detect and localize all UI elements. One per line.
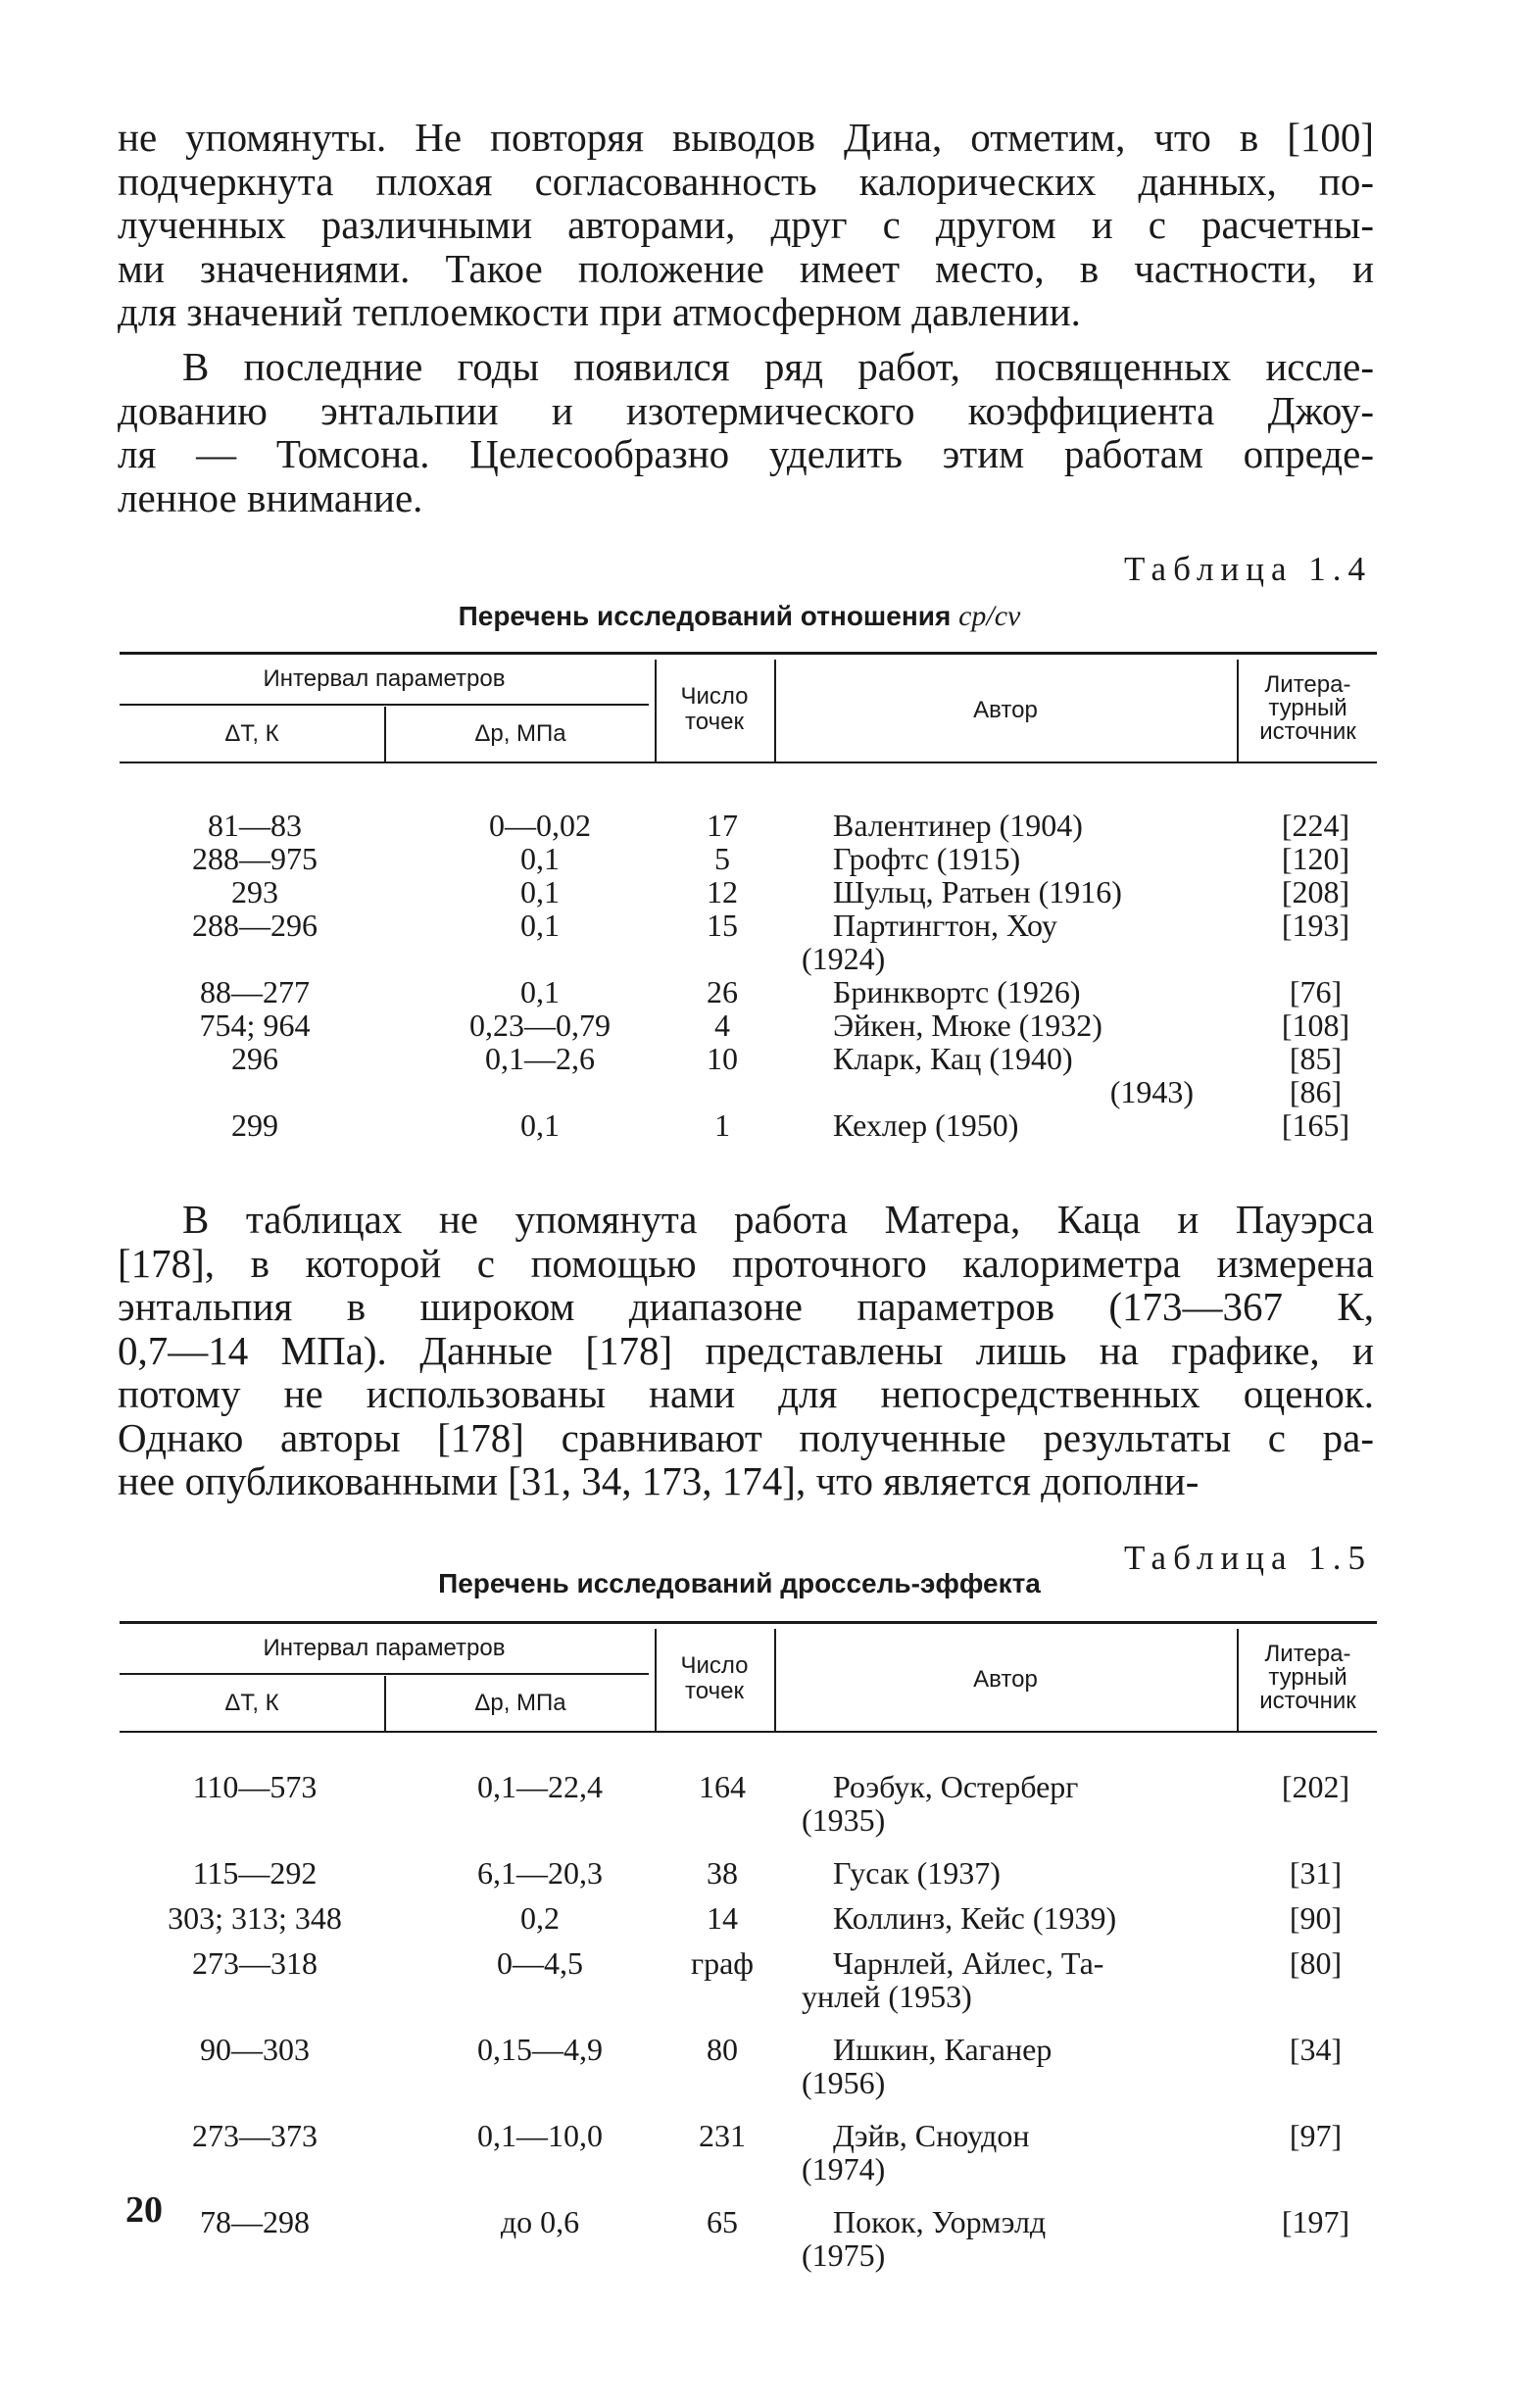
cell-author <box>802 909 1311 975</box>
cell-reference <box>1254 1042 1377 1108</box>
author-line: Валентинер (1904) <box>833 808 1083 843</box>
header-count-1: Число <box>680 683 749 710</box>
author-line: Кехлер (1950) <box>833 1107 1019 1143</box>
table-top-rule <box>120 1621 1377 1624</box>
cell-delta-p: 0,1 <box>520 974 560 1009</box>
reference-line: [90] <box>1289 1900 1343 1936</box>
author-line: Кларк, Кац (1940) <box>833 1041 1073 1076</box>
reference-line: [120] <box>1281 841 1350 876</box>
author-line: Ишкин, Каганер <box>833 2032 1053 2067</box>
cell-delta-t: 273—373 <box>192 2118 318 2153</box>
paragraph-intro <box>118 116 1374 334</box>
cell-reference <box>1254 2033 1377 2066</box>
paragraph-recent-works <box>118 345 1374 519</box>
cell-count: 26 <box>707 974 738 1009</box>
paragraph-line: Однако авторы [178] сравнивают полученные результаты с ра- <box>118 1414 1374 1460</box>
cell-reference <box>1254 875 1377 909</box>
header-ref-1: Литера- <box>1264 671 1351 698</box>
cell-delta-t: 273—318 <box>192 1945 318 1981</box>
header-delta-t: ΔT, К <box>224 1690 279 1716</box>
cell-delta-t: 288—296 <box>192 908 318 943</box>
author-line: Покок, Уормэлд <box>833 2204 1047 2239</box>
paragraph-line: нее опубликованными [31, 34, 173, 174], что является дополни- <box>118 1458 1200 1503</box>
author-line: Гусак (1937) <box>833 1855 1001 1891</box>
header-count-1: Число <box>680 1652 749 1679</box>
reference-line: [108] <box>1281 1007 1350 1043</box>
cell-author <box>802 975 1311 1008</box>
cell-reference <box>1254 1770 1377 1803</box>
cell-count: 14 <box>707 1900 738 1936</box>
reference-line: [202] <box>1281 1769 1350 1804</box>
cell-delta-t: 115—292 <box>192 1855 318 1891</box>
cell-delta-p: 0,1 <box>520 1107 560 1143</box>
cell-reference <box>1254 975 1377 1008</box>
cell-reference <box>1254 1901 1377 1935</box>
paragraph-line: подчеркнута плохая согласованность калорических данных, по- <box>118 158 1374 204</box>
cell-reference <box>1254 2119 1377 2152</box>
reference-line: [31] <box>1289 1855 1343 1891</box>
table-1-4-title <box>0 600 1498 633</box>
header-ref-3: источник <box>1259 1688 1356 1714</box>
author-line: Коллинз, Кейс (1939) <box>833 1900 1117 1936</box>
cell-author <box>802 2205 1311 2272</box>
cell-author <box>802 809 1311 842</box>
cell-author <box>802 1008 1311 1042</box>
author-line: Роэбук, Остерберг <box>833 1769 1079 1804</box>
cell-delta-t: 110—573 <box>192 1769 318 1804</box>
cell-author <box>802 875 1311 909</box>
cell-delta-p: 0,2 <box>520 1900 560 1936</box>
cell-count: 1 <box>714 1107 730 1143</box>
header-interval: Интервал параметров <box>263 1635 506 1661</box>
reference-line: [80] <box>1289 1945 1343 1981</box>
cell-delta-t: 293 <box>231 874 278 909</box>
cell-delta-t: 754; 964 <box>199 1007 311 1043</box>
table-header-subrule <box>120 704 649 706</box>
table-1-5 <box>120 1621 1377 2273</box>
cell-delta-p: 0,1 <box>520 908 560 943</box>
paragraph-line: не упомянуты. Не повторяя выводов Дина, отметим, что в [100] <box>118 115 1374 160</box>
cell-delta-p: 0,1—2,6 <box>485 1041 595 1076</box>
author-line: Чарнлей, Айлес, Та- <box>833 1945 1104 1981</box>
author-line: (1943) <box>1109 1074 1194 1109</box>
cell-reference <box>1254 909 1377 942</box>
reference-line: [165] <box>1281 1107 1350 1143</box>
cell-reference <box>1254 2205 1377 2238</box>
table-1-4-number: Таблица 1.4 <box>1124 550 1372 588</box>
author-line: Эйкен, Мюке (1932) <box>833 1007 1102 1043</box>
header-ref-1: Литера- <box>1264 1641 1351 1667</box>
reference-line: [193] <box>1281 908 1350 943</box>
header-delta-p: Δp, МПа <box>474 720 566 747</box>
cell-delta-p: 6,1—20,3 <box>477 1855 603 1891</box>
paragraph-line: дованию энтальпии и изотермического коэффициента Джоу- <box>118 387 1374 433</box>
header-count-2: точек <box>685 1678 744 1704</box>
cell-delta-t: 88—277 <box>200 974 310 1009</box>
table-header-bottom-rule <box>120 1731 1377 1733</box>
cell-author <box>802 1946 1311 2013</box>
header-delta-p: Δp, МПа <box>474 1690 566 1716</box>
paragraph-line: для значений теплоемкости при атмосферном давлении. <box>118 289 1081 334</box>
cell-count: 15 <box>707 908 738 943</box>
cell-delta-t: 303; 313; 348 <box>168 1900 342 1936</box>
paragraph-line: лученных различными авторами, друг с другом и с расчетны- <box>118 202 1374 247</box>
paragraph-line: ля — Томсона. Целесообразно уделить этим работам опреде- <box>118 431 1374 476</box>
table-1-4-title-symbol: cp/cv <box>958 600 1021 632</box>
table-1-5-number: Таблица 1.5 <box>1124 1539 1372 1577</box>
cell-delta-p: 0,1—10,0 <box>477 2118 603 2153</box>
author-line: Бринквортс (1926) <box>833 974 1081 1009</box>
header-ref-2: турный <box>1268 695 1347 721</box>
cell-count: 164 <box>699 1769 746 1804</box>
header-interval: Интервал параметров <box>263 665 506 692</box>
paragraph-line: [178], в которой с помощью проточного калориметра измерена <box>118 1240 1374 1286</box>
header-delta-t: ΔT, К <box>224 720 279 747</box>
cell-delta-t: 299 <box>231 1107 278 1143</box>
cell-delta-p: 0,1—22,4 <box>477 1769 603 1804</box>
paragraph-mather-work <box>118 1198 1374 1503</box>
cell-author <box>802 1901 1311 1935</box>
table-1-4-title-text: Перечень исследований отношения <box>458 601 952 631</box>
cell-author <box>802 1770 1311 1837</box>
author-line: Партингтон, Хоу <box>833 908 1057 943</box>
paragraph-line: В таблицах не упомянута работа Матера, Каца и Пауэрса <box>182 1197 1374 1242</box>
author-line: (1956) <box>802 2065 886 2100</box>
cell-delta-t: 81—83 <box>208 808 302 843</box>
paragraph-line: 0,7—14 МПа). Данные [178] представлены лишь на графике, и <box>118 1327 1374 1373</box>
table-header-bottom-rule <box>120 762 1377 763</box>
cell-count: 231 <box>699 2118 746 2153</box>
header-author: Автор <box>973 697 1038 723</box>
cell-delta-p: до 0,6 <box>500 2204 580 2239</box>
cell-count: 17 <box>707 808 738 843</box>
reference-line: [208] <box>1281 874 1350 909</box>
cell-count: 4 <box>714 1007 730 1043</box>
author-line: (1924) <box>802 941 886 976</box>
header-author: Автор <box>973 1666 1038 1693</box>
cell-author <box>802 1042 1311 1108</box>
paragraph-line: ленное внимание. <box>118 474 423 520</box>
cell-delta-t: 296 <box>231 1041 278 1076</box>
reference-line: [34] <box>1289 2032 1343 2067</box>
cell-delta-t: 78—298 <box>200 2204 310 2239</box>
cell-reference <box>1254 1856 1377 1890</box>
reference-line: [86] <box>1289 1074 1343 1109</box>
cell-reference <box>1254 1946 1377 1980</box>
paragraph-line: энтальпия в широком диапазоне параметров (173—367 К, <box>118 1284 1374 1329</box>
author-line: Шульц, Ратьен (1916) <box>833 874 1122 909</box>
cell-count: 38 <box>707 1855 738 1891</box>
cell-count: 65 <box>707 2204 738 2239</box>
header-count-2: точек <box>685 709 744 735</box>
cell-delta-t: 288—975 <box>192 841 318 876</box>
paragraph-line: потому не использованы нами для непосредственных оценок. <box>118 1371 1374 1416</box>
cell-author <box>802 2119 1311 2186</box>
reference-line: [224] <box>1281 808 1350 843</box>
author-line: (1935) <box>802 1802 886 1838</box>
reference-line: [76] <box>1289 974 1343 1009</box>
cell-author <box>802 842 1311 875</box>
cell-delta-p: 0—4,5 <box>497 1945 583 1981</box>
cell-reference <box>1254 809 1377 842</box>
table-top-rule <box>120 652 1377 655</box>
author-line: унлей (1953) <box>802 1979 972 2014</box>
cell-delta-p: 0,1 <box>520 841 560 876</box>
reference-line: [197] <box>1281 2204 1350 2239</box>
author-line: (1975) <box>802 2237 886 2273</box>
page-number: 20 <box>125 2189 163 2231</box>
author-line: Грофтс (1915) <box>833 841 1021 876</box>
reference-line: [97] <box>1289 2118 1343 2153</box>
cell-author <box>802 2033 1311 2099</box>
cell-delta-p: 0,23—0,79 <box>469 1007 611 1043</box>
cell-delta-p: 0,15—4,9 <box>477 2032 603 2067</box>
cell-delta-p: 0—0,02 <box>489 808 591 843</box>
cell-delta-p: 0,1 <box>520 874 560 909</box>
cell-author <box>802 1108 1311 1142</box>
reference-line: [85] <box>1289 1041 1343 1076</box>
header-ref-3: источник <box>1259 718 1356 745</box>
cell-count: 12 <box>707 874 738 909</box>
cell-reference <box>1254 1108 1377 1142</box>
table-1-4 <box>120 652 1377 1161</box>
paragraph-line: ми значениями. Такое положение имеет место, в частности, и <box>118 245 1374 291</box>
cell-count: 10 <box>707 1041 738 1076</box>
cell-author <box>802 1856 1311 1890</box>
cell-delta-t: 90—303 <box>200 2032 310 2067</box>
author-line: Дэйв, Сноудон <box>833 2118 1030 2153</box>
cell-count: 5 <box>714 841 730 876</box>
cell-reference <box>1254 1008 1377 1042</box>
paragraph-line: В последние годы появился ряд работ, посвященных иссле- <box>182 344 1374 389</box>
table-1-5-title: Перечень исследований дроссель-эффекта <box>438 1568 1041 1598</box>
author-line: (1974) <box>802 2151 886 2187</box>
table-header-subrule <box>120 1673 649 1675</box>
cell-count: граф <box>690 1945 755 1981</box>
header-ref-2: турный <box>1268 1664 1347 1691</box>
cell-count: 80 <box>707 2032 738 2067</box>
cell-reference <box>1254 842 1377 875</box>
